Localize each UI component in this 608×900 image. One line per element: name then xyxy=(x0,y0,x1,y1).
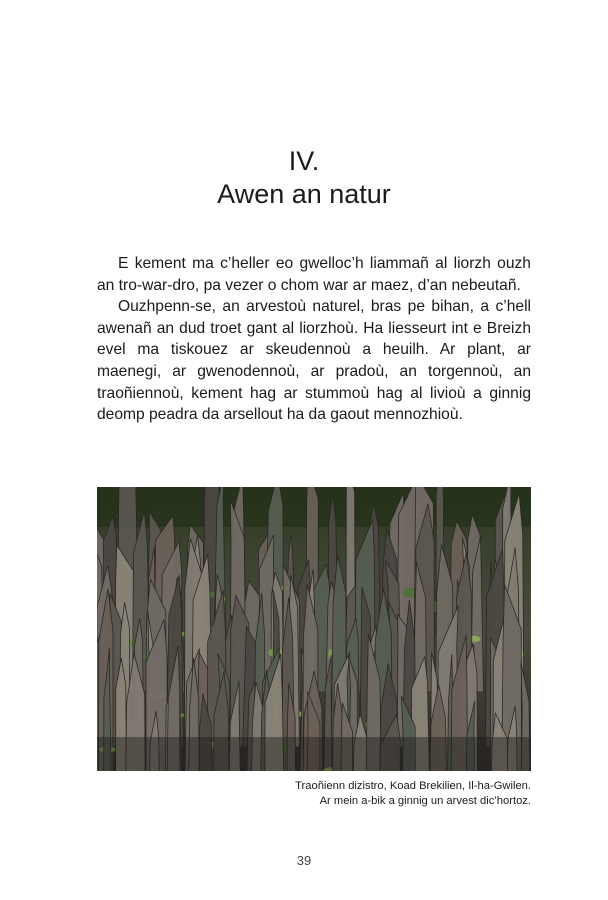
page-number: 39 xyxy=(296,853,312,868)
paragraph-2: Ouzhpenn-se, an arvestoù naturel, bras pe bihan, a c’hell awenañ an dud troet gant al liorzhoù. Ha liesseurt int e Breizh evel ma tiskouez ar skeudennoù a heuilh. Ar plant, ar maenegi, ar gwenodennoù, ar pradoù, an torgennoù, an traoñiennoù, kement hag ar stummoù hag al livioù a ginnig deomp peadra da arsellout ha da gaout mennozhioù. xyxy=(97,298,531,424)
chapter-title: Awen an natur xyxy=(217,179,391,209)
standing-stones-illustration xyxy=(97,487,531,771)
caption-line-1: Traoñienn dizistro, Koad Brekilien, Il-ha-Gwilen. xyxy=(295,780,531,792)
caption-line-2: Ar mein a-bik a ginnig un arvest dic’hortoz. xyxy=(319,794,531,807)
body-text xyxy=(97,253,531,426)
chapter-heading xyxy=(0,145,608,211)
figure-caption xyxy=(97,779,531,808)
landscape-photo xyxy=(97,487,531,771)
paragraph-1: E kement ma c’heller eo gwelloc’h liammañ al liorzh ouzh an tro-war-dro, pa vezer o chom war ar maez, d’an nebeutañ. xyxy=(97,255,531,294)
chapter-number: IV. xyxy=(288,146,320,176)
